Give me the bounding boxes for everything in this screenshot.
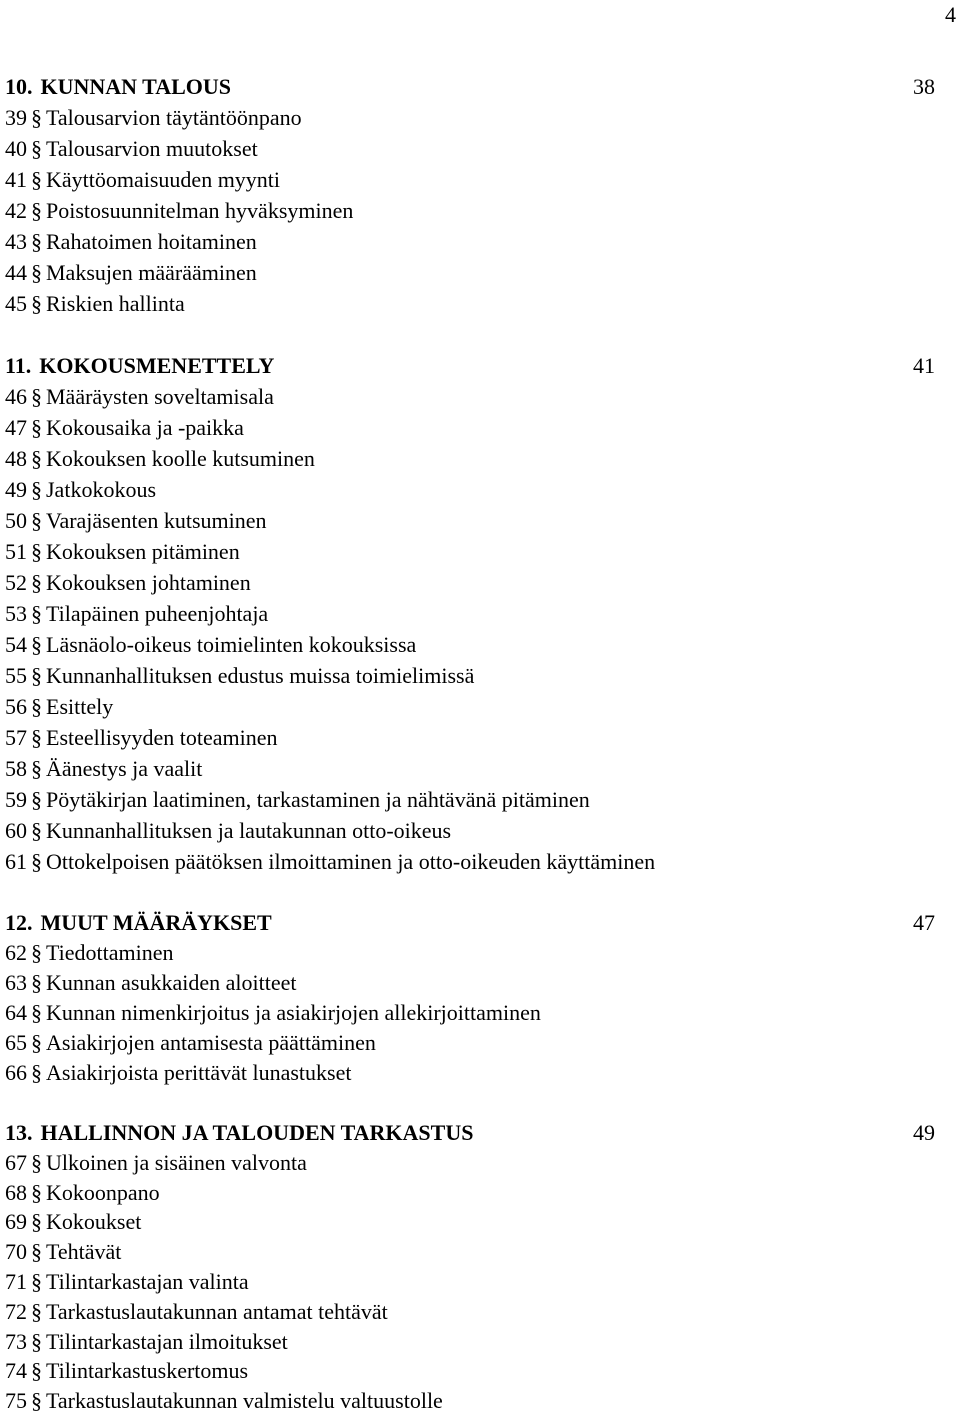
item-number: 51	[5, 539, 27, 564]
section-sign: §	[31, 1000, 42, 1025]
section-sign: §	[31, 1388, 42, 1414]
item-text: Tilintarkastajan ilmoitukset	[46, 1328, 288, 1354]
item-text: Asiakirjojen antamisesta päättäminen	[46, 1030, 376, 1055]
section-sign: §	[31, 1209, 42, 1235]
item-text: Esteellisyyden toteaminen	[46, 725, 278, 750]
toc-item	[5, 1058, 935, 1088]
item-text: Tilapäinen puheenjohtaja	[46, 601, 269, 626]
item-text: Poistosuunnitelman hyväksyminen	[46, 198, 354, 223]
section-sign: §	[31, 1179, 42, 1205]
section-sign: §	[31, 384, 42, 409]
item-number: 64	[5, 1000, 27, 1025]
toc-item	[5, 505, 935, 536]
section-number: 11.	[5, 353, 32, 378]
item-number: 44	[5, 260, 27, 285]
section-page-number: 47	[913, 910, 935, 935]
item-text: Tehtävät	[46, 1239, 122, 1265]
section-sign: §	[31, 818, 42, 843]
toc-item	[5, 691, 935, 722]
section-sign: §	[31, 1239, 42, 1265]
item-text: Kunnan asukkaiden aloitteet	[46, 970, 297, 995]
item-number: 39	[5, 105, 27, 130]
item-text: Varajäsenten kutsuminen	[46, 508, 267, 533]
item-number: 63	[5, 970, 27, 995]
toc-item	[5, 1207, 935, 1237]
toc-item	[5, 784, 935, 815]
item-number: 71	[5, 1268, 27, 1294]
item-text: Ottokelpoisen päätöksen ilmoittaminen ja otto-oikeuden käyttäminen	[46, 849, 656, 874]
toc-item	[5, 1327, 935, 1357]
item-number: 62	[5, 940, 27, 965]
toc-section-13	[5, 1118, 935, 1416]
section-heading	[5, 350, 935, 381]
item-text: Riskien hallinta	[46, 291, 185, 316]
item-text: Määräysten soveltamisala	[46, 384, 274, 409]
toc-section-10	[5, 71, 935, 319]
section-sign: §	[31, 260, 42, 285]
item-text: Jatkokokous	[46, 477, 156, 502]
section-sign: §	[31, 198, 42, 223]
item-text: Kokoonpano	[46, 1179, 160, 1205]
toc-item	[5, 1148, 935, 1178]
item-text: Tiedottaminen	[46, 940, 174, 965]
section-spacer	[5, 1088, 935, 1118]
toc-item	[5, 629, 935, 660]
section-title: KUNNAN TALOUS	[40, 74, 231, 99]
section-number: 12.	[5, 910, 33, 935]
toc-item	[5, 474, 935, 505]
toc-item	[5, 381, 935, 412]
item-text: Kunnanhallituksen edustus muissa toimielimissä	[46, 663, 475, 688]
item-text: Kokouksen pitäminen	[46, 539, 240, 564]
section-sign: §	[31, 1030, 42, 1055]
item-number: 45	[5, 291, 27, 316]
section-sign: §	[31, 446, 42, 471]
section-sign: §	[31, 291, 42, 316]
toc-item	[5, 753, 935, 784]
section-sign: §	[31, 1358, 42, 1384]
toc-item	[5, 226, 935, 257]
item-text: Kunnanhallituksen ja lautakunnan otto-oikeus	[46, 818, 452, 843]
item-number: 47	[5, 415, 27, 440]
section-sign: §	[31, 663, 42, 688]
section-sign: §	[31, 940, 42, 965]
item-number: 49	[5, 477, 27, 502]
section-page-number: 41	[913, 353, 935, 378]
toc-item	[5, 1178, 935, 1208]
item-text: Kokoukset	[46, 1209, 142, 1235]
section-title: HALLINNON JA TALOUDEN TARKASTUS	[40, 1120, 474, 1145]
section-heading	[5, 71, 935, 102]
toc-item	[5, 1297, 935, 1327]
section-sign: §	[31, 539, 42, 564]
item-text: Käyttöomaisuuden myynti	[46, 167, 281, 192]
toc-item	[5, 1237, 935, 1267]
page-number: 4	[945, 2, 956, 27]
item-number: 74	[5, 1358, 27, 1384]
section-sign: §	[31, 1060, 42, 1085]
section-sign: §	[31, 477, 42, 502]
item-number: 53	[5, 601, 27, 626]
item-number: 58	[5, 756, 27, 781]
item-number: 52	[5, 570, 27, 595]
item-number: 75	[5, 1388, 27, 1414]
section-heading	[5, 908, 935, 938]
section-sign: §	[31, 570, 42, 595]
toc-item	[5, 998, 935, 1028]
section-sign: §	[31, 167, 42, 192]
item-number: 48	[5, 446, 27, 471]
toc-item	[5, 598, 935, 629]
item-text: Talousarvion täytäntöönpano	[46, 105, 302, 130]
item-number: 69	[5, 1209, 27, 1235]
toc-section-11	[5, 350, 935, 877]
toc-item	[5, 567, 935, 598]
toc-item	[5, 133, 935, 164]
toc-item	[5, 536, 935, 567]
toc-item	[5, 412, 935, 443]
section-title: MUUT MÄÄRÄYKSET	[40, 910, 272, 935]
section-sign: §	[31, 787, 42, 812]
toc-item	[5, 164, 935, 195]
toc-item	[5, 660, 935, 691]
item-number: 68	[5, 1179, 27, 1205]
toc-item	[5, 1386, 935, 1416]
section-number: 13.	[5, 1120, 33, 1145]
item-number: 66	[5, 1060, 27, 1085]
item-text: Talousarvion muutokset	[46, 136, 258, 161]
item-number: 70	[5, 1239, 27, 1265]
item-text: Tarkastuslautakunnan antamat tehtävät	[46, 1298, 388, 1324]
section-sign: §	[31, 1328, 42, 1354]
toc-item	[5, 1267, 935, 1297]
section-spacer	[5, 877, 935, 908]
toc-item	[5, 195, 935, 226]
item-text: Rahatoimen hoitaminen	[46, 229, 257, 254]
toc-item	[5, 443, 935, 474]
section-sign: §	[31, 136, 42, 161]
item-number: 43	[5, 229, 27, 254]
item-number: 46	[5, 384, 27, 409]
item-number: 40	[5, 136, 27, 161]
section-sign: §	[31, 1268, 42, 1294]
section-sign: §	[31, 694, 42, 719]
section-sign: §	[31, 415, 42, 440]
item-number: 50	[5, 508, 27, 533]
toc-item	[5, 1028, 935, 1058]
section-sign: §	[31, 725, 42, 750]
toc-section-12	[5, 908, 935, 1088]
item-text: Tilintarkastajan valinta	[46, 1268, 249, 1294]
item-text: Pöytäkirjan laatiminen, tarkastaminen ja nähtävänä pitäminen	[46, 787, 590, 812]
item-text: Kokouksen johtaminen	[46, 570, 251, 595]
item-number: 55	[5, 663, 27, 688]
toc-item	[5, 1356, 935, 1386]
toc-item	[5, 846, 935, 877]
section-spacer	[5, 319, 935, 350]
item-number: 59	[5, 787, 27, 812]
section-sign: §	[31, 229, 42, 254]
toc-item	[5, 257, 935, 288]
section-sign: §	[31, 632, 42, 657]
item-number: 61	[5, 849, 27, 874]
item-text: Kunnan nimenkirjoitus ja asiakirjojen allekirjoittaminen	[46, 1000, 541, 1025]
item-text: Tilintarkastuskertomus	[46, 1358, 249, 1384]
section-sign: §	[31, 849, 42, 874]
item-number: 56	[5, 694, 27, 719]
toc-item	[5, 288, 935, 319]
item-text: Äänestys ja vaalit	[46, 756, 203, 781]
item-text: Tarkastuslautakunnan valmistelu valtuustolle	[46, 1388, 443, 1414]
item-text: Asiakirjoista perittävät lunastukset	[46, 1060, 352, 1085]
item-number: 65	[5, 1030, 27, 1055]
toc-item	[5, 815, 935, 846]
item-text: Ulkoinen ja sisäinen valvonta	[46, 1149, 307, 1175]
item-text: Maksujen määrääminen	[46, 260, 257, 285]
section-sign: §	[31, 601, 42, 626]
section-sign: §	[31, 1298, 42, 1324]
section-page-number: 49	[913, 1120, 935, 1145]
section-sign: §	[31, 970, 42, 995]
toc-item	[5, 722, 935, 753]
toc-item	[5, 102, 935, 133]
item-text: Kokouksen koolle kutsuminen	[46, 446, 315, 471]
toc-item	[5, 938, 935, 968]
table-of-contents	[5, 71, 935, 1416]
item-text: Esittely	[46, 694, 114, 719]
item-text: Kokousaika ja -paikka	[46, 415, 244, 440]
section-sign: §	[31, 105, 42, 130]
section-number: 10.	[5, 74, 33, 99]
section-sign: §	[31, 1149, 42, 1175]
item-text: Läsnäolo-oikeus toimielinten kokouksissa	[46, 632, 417, 657]
item-number: 73	[5, 1328, 27, 1354]
section-heading	[5, 1118, 935, 1148]
item-number: 67	[5, 1149, 27, 1175]
section-page-number: 38	[913, 74, 935, 99]
item-number: 54	[5, 632, 27, 657]
item-number: 57	[5, 725, 27, 750]
section-sign: §	[31, 756, 42, 781]
section-sign: §	[31, 508, 42, 533]
item-number: 42	[5, 198, 27, 223]
toc-item	[5, 968, 935, 998]
section-title: KOKOUSMENETTELY	[39, 353, 275, 378]
item-number: 60	[5, 818, 27, 843]
item-number: 41	[5, 167, 27, 192]
item-number: 72	[5, 1298, 27, 1324]
